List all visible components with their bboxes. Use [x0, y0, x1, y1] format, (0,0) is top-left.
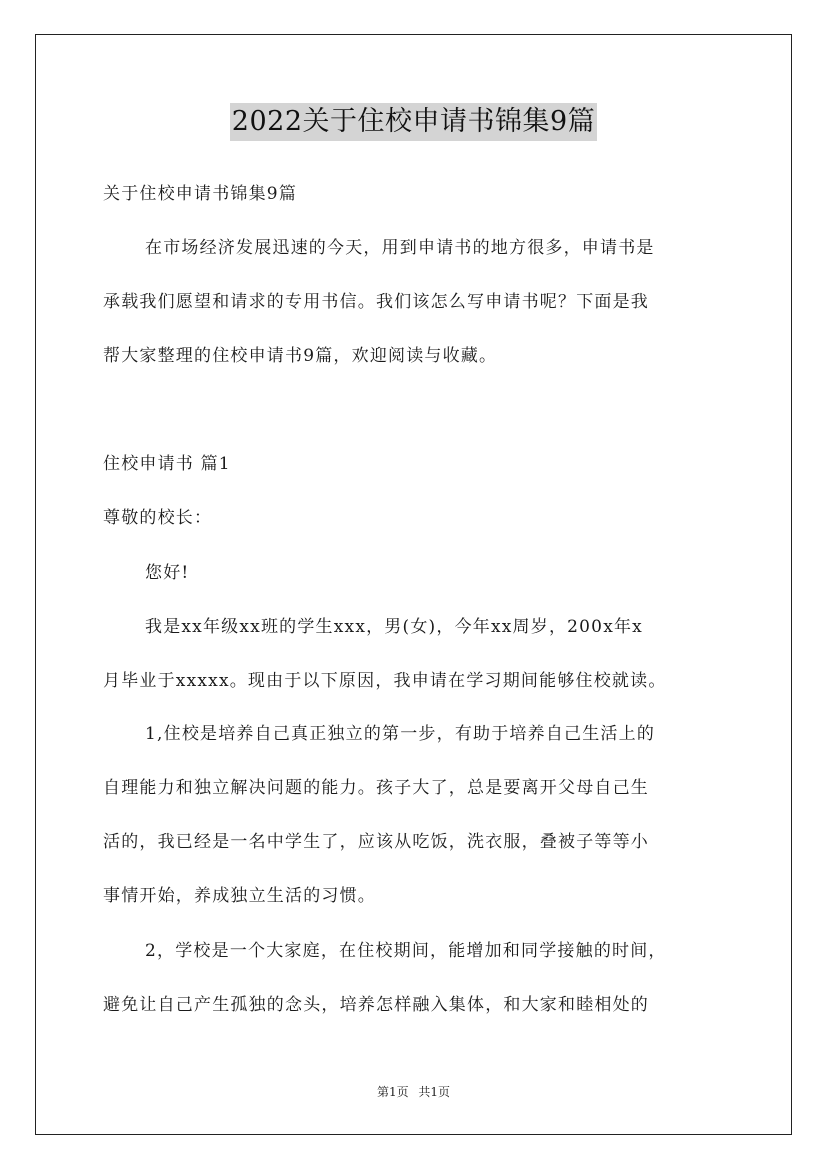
- page-total: 共1页: [418, 1085, 451, 1099]
- paragraph-line: 在市场经济发展迅速的今天，用到申请书的地方很多，申请书是: [145, 238, 655, 258]
- paragraph-line: 我是xx年级xx班的学生xxx，男(女)，今年xx周岁，200x年x: [145, 617, 643, 637]
- paragraph-line: 月毕业于xxxxx。现由于以下原因，我申请在学习期间能够住校就读。: [103, 671, 667, 691]
- subtitle-line: 关于住校申请书锦集9篇: [103, 184, 298, 204]
- page-footer: [0, 1084, 827, 1100]
- section-heading: 住校申请书 篇1: [103, 454, 231, 474]
- salutation: 尊敬的校长：: [103, 508, 213, 528]
- paragraph-line: 1,住校是培养自己真正独立的第一步，有助于培养自己生活上的: [145, 724, 656, 744]
- page-current: 第1页: [376, 1085, 409, 1099]
- paragraph-line: 事情开始，养成独立生活的习惯。: [103, 886, 376, 906]
- paragraph-line: 避免让自己产生孤独的念头，培养怎样融入集体，和大家和睦相处的: [103, 995, 649, 1015]
- document-title: 2022关于住校申请书锦集9篇: [230, 103, 597, 141]
- paragraph-line: 自理能力和独立解决问题的能力。孩子大了，总是要离开父母自己生: [103, 778, 649, 798]
- greeting: 您好!: [145, 563, 190, 583]
- paragraph-line: 帮大家整理的住校申请书9篇，欢迎阅读与收藏。: [103, 346, 498, 366]
- paragraph-line: 2，学校是一个大家庭，在住校期间，能增加和同学接触的时间，: [145, 941, 667, 961]
- title-container: [0, 103, 827, 141]
- paragraph-line: 活的，我已经是一名中学生了，应该从吃饭，洗衣服，叠被子等等小: [103, 832, 649, 852]
- paragraph-line: 承载我们愿望和请求的专用书信。我们该怎么写申请书呢？下面是我: [103, 292, 649, 312]
